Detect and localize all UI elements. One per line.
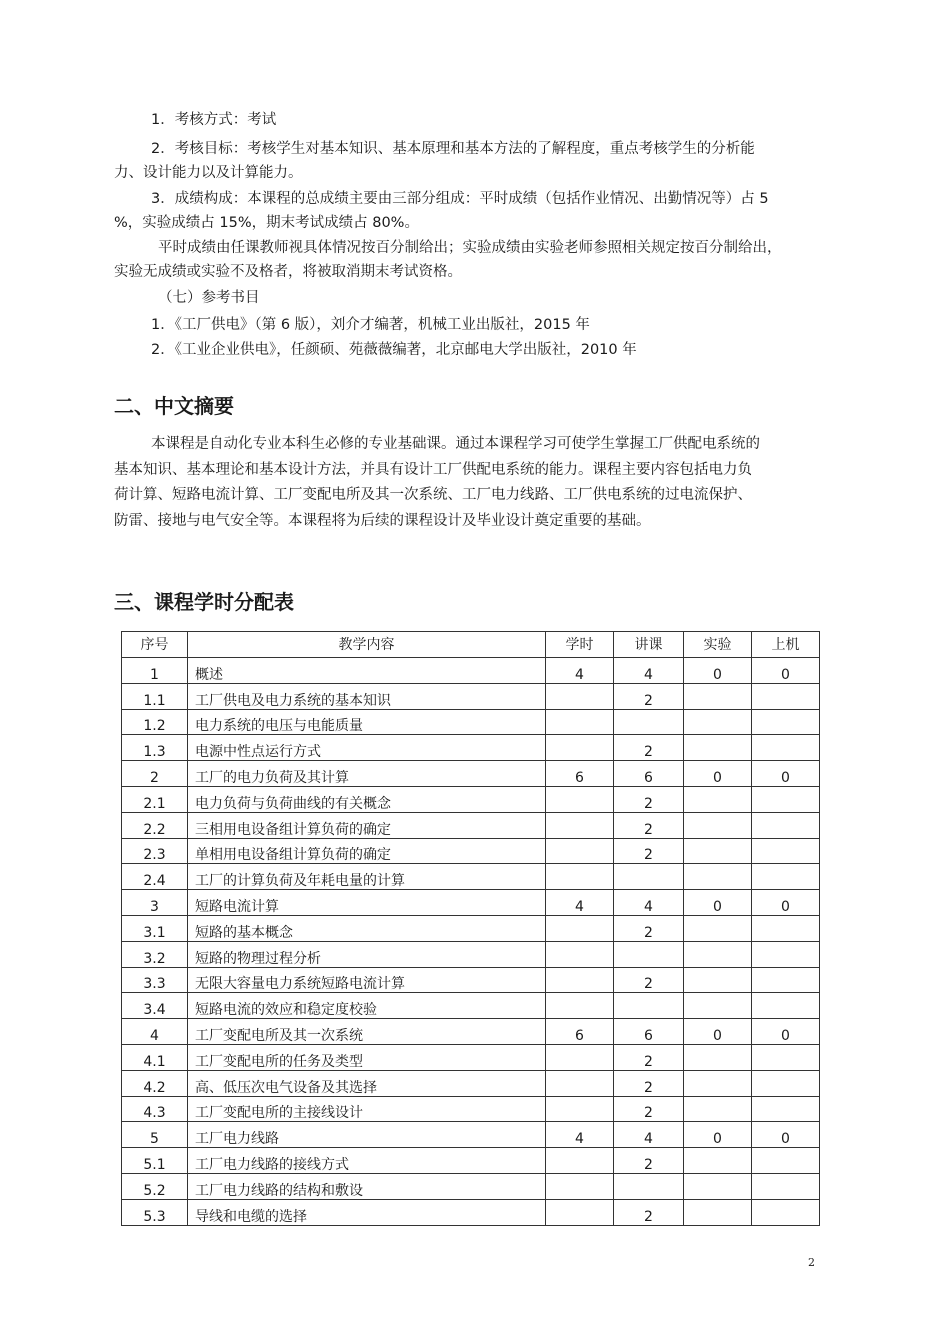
- cell-lecture: 4: [614, 1122, 684, 1148]
- cell-experiment: [684, 915, 752, 941]
- cell-computer: 0: [752, 1019, 820, 1045]
- cell-index: 1.1: [122, 683, 188, 709]
- cell-content: 工厂变配电所的主接线设计: [188, 1096, 546, 1122]
- page-number: 2: [808, 1256, 815, 1269]
- abstract-line: 防雷、接地与电气安全等。本课程将为后续的课程设计及毕业设计奠定重要的基础。: [114, 513, 651, 529]
- cell-computer: 0: [752, 761, 820, 787]
- table-row: [122, 915, 820, 941]
- cell-experiment: [684, 967, 752, 993]
- cell-index: 3.2: [122, 941, 188, 967]
- cell-hours: [546, 838, 614, 864]
- cell-experiment: [684, 812, 752, 838]
- cell-content: 短路电流计算: [188, 890, 546, 916]
- cell-computer: [752, 864, 820, 890]
- grade-composition-line2: %，实验成绩占 15%，期末考试成绩占 80%。: [114, 215, 419, 231]
- table-row: [122, 683, 820, 709]
- header-computer: 上机: [752, 632, 820, 658]
- cell-content: 短路电流的效应和稳定度校验: [188, 993, 546, 1019]
- table-row: [122, 838, 820, 864]
- cell-lecture: [614, 1173, 684, 1199]
- cell-experiment: 0: [684, 761, 752, 787]
- assessment-goal-line1: 2．考核目标：考核学生对基本知识、基本原理和基本方法的了解程度，重点考核学生的分析能: [151, 141, 755, 157]
- cell-index: 5.1: [122, 1148, 188, 1174]
- cell-index: 3.4: [122, 993, 188, 1019]
- cell-experiment: [684, 683, 752, 709]
- cell-hours: [546, 1199, 614, 1225]
- cell-experiment: 0: [684, 1122, 752, 1148]
- cell-computer: [752, 1199, 820, 1225]
- cell-hours: [546, 683, 614, 709]
- cell-hours: [546, 941, 614, 967]
- table-row: [122, 1070, 820, 1096]
- schedule-table: [121, 631, 820, 1226]
- table-header-row: [122, 632, 820, 658]
- cell-experiment: [684, 864, 752, 890]
- cell-experiment: 0: [684, 890, 752, 916]
- cell-content: 电力负荷与负荷曲线的有关概念: [188, 786, 546, 812]
- reference-item: 1．《工厂供电》（第 6 版），刘介才编著，机械工业出版社，2015 年: [151, 317, 590, 333]
- cell-content: 工厂变配电所及其一次系统: [188, 1019, 546, 1045]
- cell-experiment: [684, 1173, 752, 1199]
- cell-hours: [546, 864, 614, 890]
- cell-hours: 6: [546, 761, 614, 787]
- table-row: [122, 967, 820, 993]
- cell-computer: 0: [752, 658, 820, 684]
- cell-computer: [752, 915, 820, 941]
- cell-computer: [752, 709, 820, 735]
- cell-experiment: [684, 786, 752, 812]
- table-row: [122, 761, 820, 787]
- header-experiment: 实验: [684, 632, 752, 658]
- cell-content: 工厂的计算负荷及年耗电量的计算: [188, 864, 546, 890]
- table-row: [122, 1122, 820, 1148]
- cell-hours: [546, 1044, 614, 1070]
- cell-index: 2.2: [122, 812, 188, 838]
- table-row: [122, 993, 820, 1019]
- cell-content: 无限大容量电力系统短路电流计算: [188, 967, 546, 993]
- cell-experiment: 0: [684, 1019, 752, 1045]
- cell-content: 工厂变配电所的任务及类型: [188, 1044, 546, 1070]
- cell-content: 工厂电力线路: [188, 1122, 546, 1148]
- cell-computer: [752, 735, 820, 761]
- cell-computer: [752, 812, 820, 838]
- cell-index: 4.2: [122, 1070, 188, 1096]
- cell-hours: [546, 1070, 614, 1096]
- cell-lecture: 2: [614, 683, 684, 709]
- table-row: [122, 1044, 820, 1070]
- abstract-line: 基本知识、基本理论和基本设计方法，并具有设计工厂供配电系统的能力。课程主要内容包括电力负: [114, 462, 752, 478]
- cell-experiment: 0: [684, 658, 752, 684]
- table-row: [122, 1199, 820, 1225]
- cell-index: 3.1: [122, 915, 188, 941]
- cell-computer: [752, 786, 820, 812]
- cell-lecture: 2: [614, 735, 684, 761]
- cell-index: 5.2: [122, 1173, 188, 1199]
- cell-computer: [752, 1148, 820, 1174]
- table-row: [122, 941, 820, 967]
- header-lecture: 讲课: [614, 632, 684, 658]
- cell-content: 概述: [188, 658, 546, 684]
- references-title: （七）参考书目: [158, 290, 260, 306]
- cell-experiment: [684, 993, 752, 1019]
- schedule-heading: 三、课程学时分配表: [114, 590, 294, 614]
- reference-item: 2．《工业企业供电》，任颜硕、苑薇薇编著，北京邮电大学出版社，2010 年: [151, 342, 637, 358]
- cell-hours: [546, 1173, 614, 1199]
- abstract-line: 荷计算、短路电流计算、工厂变配电所及其一次系统、工厂电力线路、工厂供电系统的过电流保护、: [114, 487, 752, 503]
- header-hours: 学时: [546, 632, 614, 658]
- cell-hours: [546, 786, 614, 812]
- header-index: 序号: [122, 632, 188, 658]
- cell-computer: [752, 1044, 820, 1070]
- cell-content: 电源中性点运行方式: [188, 735, 546, 761]
- cell-hours: [546, 735, 614, 761]
- cell-experiment: [684, 1096, 752, 1122]
- table-row: [122, 658, 820, 684]
- cell-computer: [752, 683, 820, 709]
- cell-hours: 4: [546, 658, 614, 684]
- cell-index: 3: [122, 890, 188, 916]
- cell-experiment: [684, 735, 752, 761]
- cell-content: 短路的物理过程分析: [188, 941, 546, 967]
- cell-index: 5.3: [122, 1199, 188, 1225]
- cell-lecture: [614, 709, 684, 735]
- cell-experiment: [684, 1044, 752, 1070]
- cell-content: 导线和电缆的选择: [188, 1199, 546, 1225]
- cell-experiment: [684, 1070, 752, 1096]
- cell-experiment: [684, 709, 752, 735]
- cell-content: 电力系统的电压与电能质量: [188, 709, 546, 735]
- cell-lecture: 6: [614, 1019, 684, 1045]
- cell-computer: [752, 941, 820, 967]
- cell-hours: 4: [546, 1122, 614, 1148]
- cell-hours: [546, 709, 614, 735]
- cell-hours: [546, 812, 614, 838]
- cell-lecture: 2: [614, 1070, 684, 1096]
- cell-index: 4.1: [122, 1044, 188, 1070]
- cell-lecture: 2: [614, 1148, 684, 1174]
- table-row: [122, 1173, 820, 1199]
- table-row: [122, 735, 820, 761]
- cell-content: 工厂电力线路的接线方式: [188, 1148, 546, 1174]
- cell-experiment: [684, 941, 752, 967]
- cell-lecture: 2: [614, 1096, 684, 1122]
- cell-lecture: 4: [614, 658, 684, 684]
- cell-hours: [546, 915, 614, 941]
- cell-lecture: 2: [614, 967, 684, 993]
- header-content: 教学内容: [188, 632, 546, 658]
- cell-hours: 6: [546, 1019, 614, 1045]
- cell-index: 2.3: [122, 838, 188, 864]
- cell-index: 2: [122, 761, 188, 787]
- cell-lecture: 2: [614, 812, 684, 838]
- cell-hours: [546, 993, 614, 1019]
- cell-lecture: 2: [614, 786, 684, 812]
- cell-computer: [752, 1096, 820, 1122]
- cell-computer: 0: [752, 890, 820, 916]
- table-row: [122, 786, 820, 812]
- cell-computer: [752, 838, 820, 864]
- cell-lecture: 2: [614, 838, 684, 864]
- cell-computer: [752, 1070, 820, 1096]
- cell-lecture: 4: [614, 890, 684, 916]
- table-row: [122, 1148, 820, 1174]
- cell-index: 2.1: [122, 786, 188, 812]
- cell-content: 工厂电力线路的结构和敷设: [188, 1173, 546, 1199]
- cell-content: 工厂供电及电力系统的基本知识: [188, 683, 546, 709]
- cell-content: 单相用电设备组计算负荷的确定: [188, 838, 546, 864]
- cell-index: 2.4: [122, 864, 188, 890]
- cell-lecture: [614, 941, 684, 967]
- assessment-goal-line2: 力、设计能力以及计算能力。: [114, 165, 303, 181]
- table-row: [122, 812, 820, 838]
- cell-computer: [752, 993, 820, 1019]
- cell-computer: 0: [752, 1122, 820, 1148]
- cell-content: 工厂的电力负荷及其计算: [188, 761, 546, 787]
- cell-computer: [752, 967, 820, 993]
- cell-index: 1: [122, 658, 188, 684]
- abstract-line: 本课程是自动化专业本科生必修的专业基础课。通过本课程学习可使学生掌握工厂供配电系统的: [151, 436, 760, 452]
- cell-computer: [752, 1173, 820, 1199]
- cell-index: 3.3: [122, 967, 188, 993]
- cell-index: 4.3: [122, 1096, 188, 1122]
- cell-content: 高、低压次电气设备及其选择: [188, 1070, 546, 1096]
- cell-lecture: 2: [614, 1199, 684, 1225]
- grade-composition-line1: 3．成绩构成：本课程的总成绩主要由三部分组成：平时成绩（包括作业情况、出勤情况等）占 5: [151, 191, 769, 207]
- regular-grade-line1: 平时成绩由任课教师视具体情况按百分制给出；实验成绩由实验老师参照相关规定按百分制给出，: [158, 240, 782, 256]
- cell-hours: 4: [546, 890, 614, 916]
- cell-hours: [546, 967, 614, 993]
- table-row: [122, 1019, 820, 1045]
- table-row: [122, 1096, 820, 1122]
- cell-lecture: 2: [614, 915, 684, 941]
- assessment-method: 1．考核方式：考试: [151, 112, 277, 128]
- cell-experiment: [684, 838, 752, 864]
- cell-experiment: [684, 1148, 752, 1174]
- table-row: [122, 890, 820, 916]
- cell-lecture: [614, 864, 684, 890]
- abstract-heading: 二、中文摘要: [114, 394, 234, 418]
- cell-experiment: [684, 1199, 752, 1225]
- cell-hours: [546, 1148, 614, 1174]
- cell-index: 1.2: [122, 709, 188, 735]
- table-row: [122, 864, 820, 890]
- cell-lecture: 2: [614, 1044, 684, 1070]
- cell-index: 5: [122, 1122, 188, 1148]
- cell-index: 1.3: [122, 735, 188, 761]
- table-row: [122, 709, 820, 735]
- cell-content: 短路的基本概念: [188, 915, 546, 941]
- cell-content: 三相用电设备组计算负荷的确定: [188, 812, 546, 838]
- cell-hours: [546, 1096, 614, 1122]
- cell-lecture: 6: [614, 761, 684, 787]
- regular-grade-line2: 实验无成绩或实验不及格者，将被取消期末考试资格。: [114, 264, 462, 280]
- cell-lecture: [614, 993, 684, 1019]
- cell-index: 4: [122, 1019, 188, 1045]
